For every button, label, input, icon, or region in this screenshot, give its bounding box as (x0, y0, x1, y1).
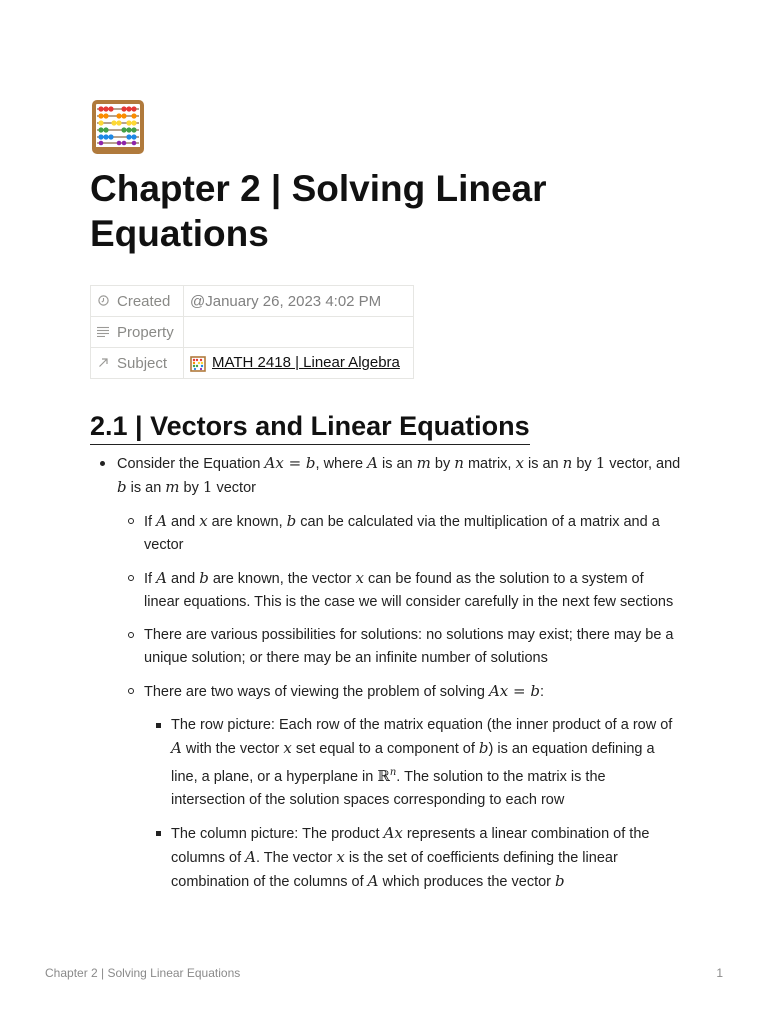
math-expr: x (336, 847, 345, 866)
bullet-text: set equal to a component of (291, 741, 479, 757)
math-expr: b (478, 739, 489, 757)
math-expr: b (199, 569, 209, 587)
bullet-marker (128, 632, 134, 638)
bullet-text: matrix, (463, 456, 516, 472)
property-row-property (91, 317, 414, 348)
bullet-text: vector, and (605, 456, 681, 472)
list-item (90, 680, 682, 704)
property-key-property (91, 317, 184, 348)
math-expr: n (562, 454, 573, 472)
property-row-created (91, 286, 414, 317)
list-item (90, 624, 682, 670)
bullet-text: There are various possibilities for solutions: no solutions may exist; there may be a unique solution; or there may be an infinite number of solutions (144, 627, 674, 666)
bullet-marker (100, 461, 105, 466)
bullet-text: by (179, 480, 203, 496)
math-expr: b (286, 512, 297, 530)
bullet-text: If (144, 514, 157, 530)
bullet-text: , where (315, 456, 368, 472)
math-expr: x (355, 569, 364, 587)
math-expr: A (245, 847, 256, 866)
bullet-text: ) is an equation defining a line, a plane, or a hyperplane in (171, 741, 655, 785)
bullet-text: : (539, 684, 544, 700)
property-key-subject (91, 348, 184, 379)
math-expr: b (555, 871, 565, 890)
text-lines-icon (97, 326, 109, 340)
math-expr: x (283, 739, 292, 757)
property-label: Subject (117, 354, 168, 372)
bullet-text: . The vector (256, 849, 337, 866)
list-item (90, 567, 682, 614)
property-value-created[interactable]: @January 26, 2023 4:02 PM (184, 286, 414, 317)
math-expr: ℝ (377, 766, 390, 785)
math-expr: Ax = b (264, 454, 316, 472)
relation-arrow-icon (97, 357, 109, 371)
math-expr: m (416, 454, 431, 472)
bullet-list (90, 452, 690, 894)
math-expr: n (389, 767, 397, 778)
bullet-text: can be calculated via the multiplication of a matrix and a vector (144, 514, 660, 553)
bullet-text: The row picture: Each row of the matrix equation (the inner product of a row of (171, 717, 673, 733)
page-number: 1 (716, 966, 723, 980)
math-expr: m (165, 478, 180, 496)
bullet-text: There are two ways of viewing the problem of solving (144, 684, 489, 700)
list-item (90, 822, 682, 894)
math-expr: 1 (202, 478, 213, 496)
math-expr: A (367, 871, 379, 890)
bullet-text: is an (377, 456, 417, 472)
bullet-text: are known, (207, 514, 287, 530)
bullet-text: which produces the vector (378, 873, 556, 890)
clock-icon (97, 295, 109, 309)
bullet-text: with the vector (181, 741, 284, 757)
bullet-text: and (166, 514, 200, 530)
math-expr: x (515, 454, 524, 472)
property-label: Property (117, 323, 174, 341)
bullet-text: can be found as the solution to a system of linear equations. This is the case we will consider carefully in the next few sections (144, 571, 674, 610)
page-title: Chapter 2 | Solving Linear Equations (90, 168, 547, 254)
property-value-subject (184, 348, 414, 379)
abacus-icon (92, 100, 144, 154)
property-row-subject (91, 348, 414, 379)
math-expr: Ax = b (488, 682, 540, 700)
bullet-text: . The solution to the matrix is the intersection of the solution spaces corresponding to each row (171, 768, 606, 808)
property-key-created (91, 286, 184, 317)
list-item (90, 452, 682, 500)
bullet-text: The column picture: The product (171, 825, 384, 842)
properties-table (90, 285, 414, 379)
bullet-text: by (572, 456, 596, 472)
math-expr: A (367, 454, 378, 472)
math-expr: 1 (595, 454, 606, 472)
bullet-text: represents a linear combination of the columns of (171, 825, 650, 866)
property-label: Created (117, 292, 171, 310)
bullet-text: is an (523, 456, 563, 472)
bullet-marker (156, 723, 161, 728)
bullet-marker (128, 518, 134, 524)
bullet-text: and (166, 571, 200, 587)
math-expr: A (156, 569, 167, 587)
math-expr: n (454, 454, 464, 472)
bullet-text: by (430, 456, 455, 472)
section-heading: 2.1 | Vectors and Linear Equations (90, 408, 530, 445)
math-expr: b (117, 478, 127, 496)
bullet-text: is an (126, 480, 166, 496)
footer-title: Chapter 2 | Solving Linear Equations (45, 966, 241, 980)
bullet-marker (156, 831, 161, 836)
bullet-marker (128, 575, 134, 581)
list-item (90, 510, 682, 557)
bullet-marker (128, 688, 134, 694)
math-expr: Ax (383, 823, 403, 842)
math-expr: x (199, 512, 208, 530)
bullet-text: is the set of coefficients defining the linear combination of the columns of (171, 849, 618, 890)
bullet-text: Consider the Equation (117, 456, 265, 472)
abacus-icon (190, 356, 206, 372)
subject-link[interactable]: MATH 2418 | Linear Algebra (212, 354, 400, 372)
math-expr: A (156, 512, 167, 530)
list-item (90, 714, 682, 812)
property-value-property[interactable] (184, 317, 414, 348)
bullet-text: vector (212, 480, 256, 496)
bullet-text: are known, the vector (208, 571, 356, 587)
bullet-text: If (144, 571, 157, 587)
math-expr: A (171, 739, 182, 757)
